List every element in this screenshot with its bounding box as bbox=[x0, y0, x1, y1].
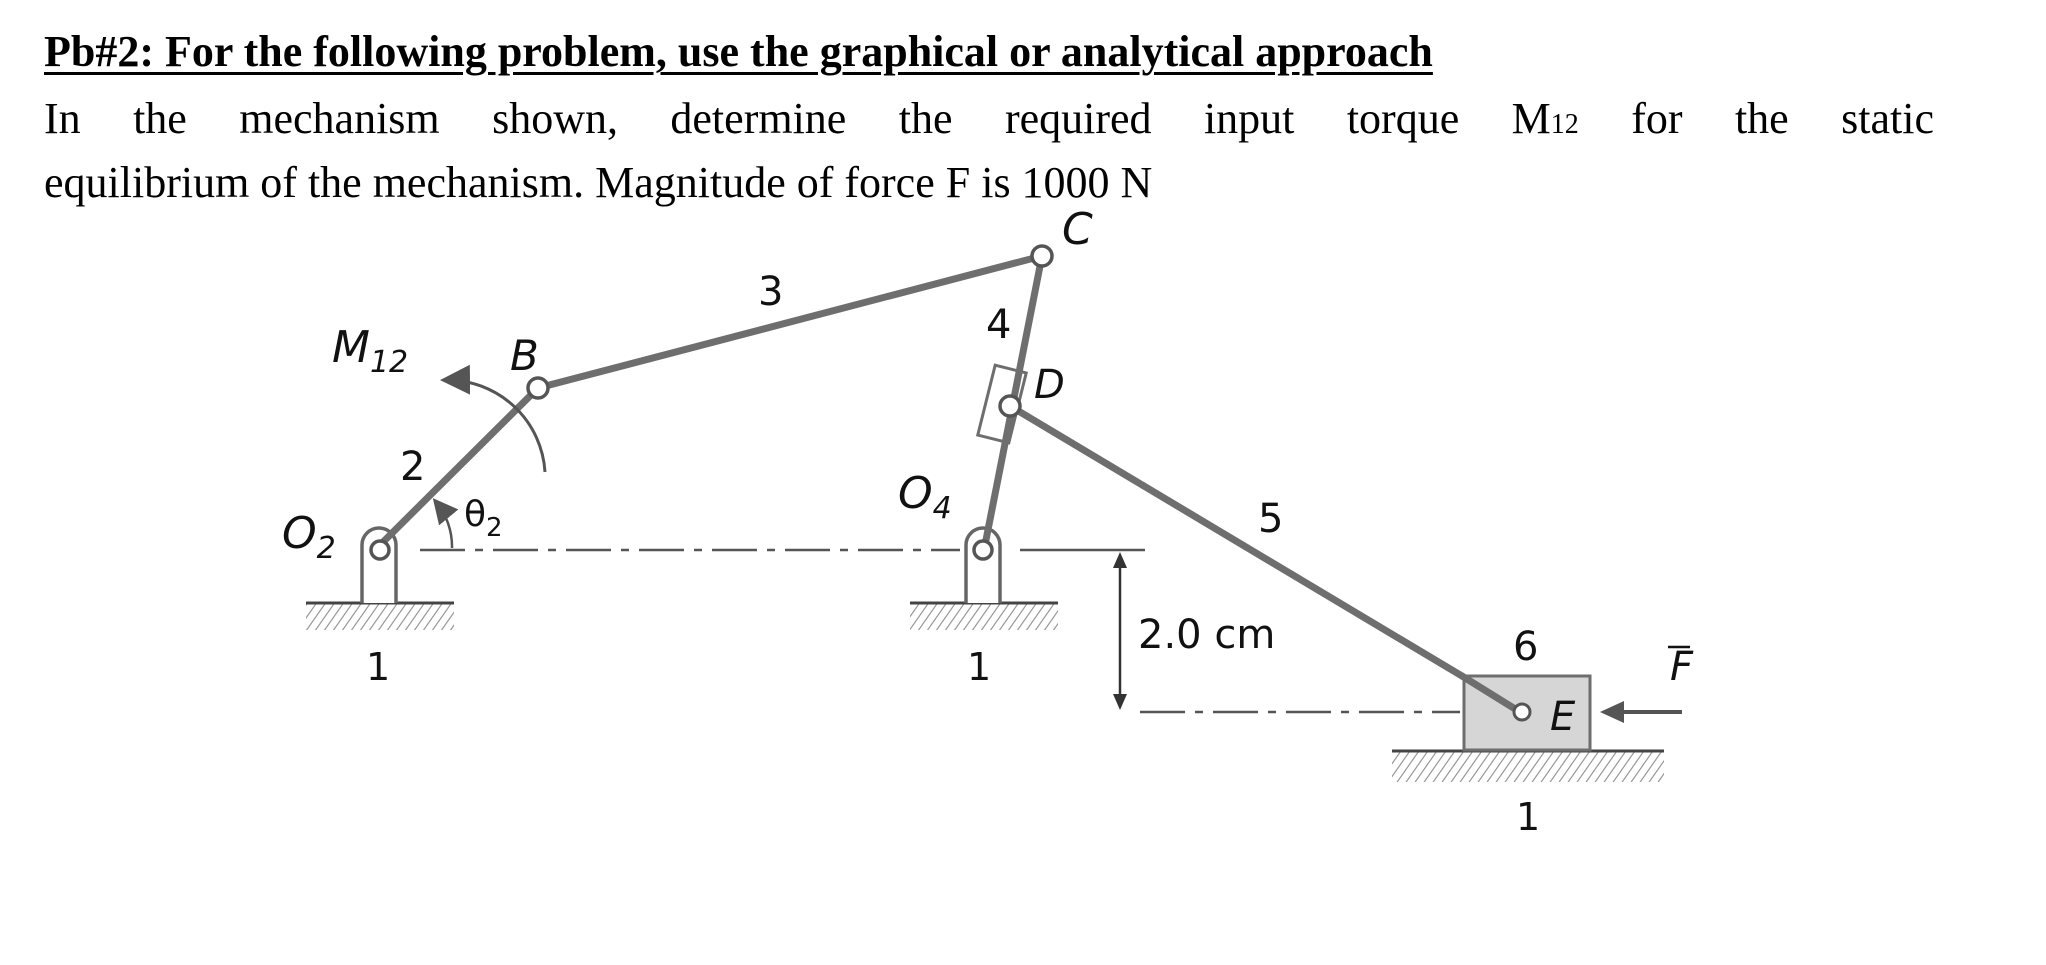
label-link-3: 3 bbox=[758, 269, 784, 315]
word: input bbox=[1203, 94, 1295, 143]
statement-line-2: equilibrium of the mechanism. Magnitude of force F is 1000 N bbox=[44, 158, 1153, 207]
label-F: F bbox=[1670, 644, 1694, 690]
label-B: B bbox=[510, 331, 539, 380]
ground-support-right bbox=[1392, 751, 1664, 782]
force-arrow bbox=[1600, 701, 1682, 723]
label-theta2: $\theta_2$ bbox=[464, 494, 503, 543]
label-O2: $O_2$ bbox=[282, 508, 336, 566]
word: In bbox=[44, 94, 81, 143]
word: shown, bbox=[492, 94, 618, 143]
word: the bbox=[133, 94, 187, 143]
theta2-arc bbox=[436, 502, 452, 548]
dimension-2cm bbox=[1113, 552, 1127, 710]
label-link-4: 4 bbox=[986, 302, 1012, 348]
label-ground-right: 1 bbox=[1516, 795, 1541, 839]
label-dimension: 2.0 cm bbox=[1138, 612, 1276, 658]
label-O4: $O_4$ bbox=[898, 468, 952, 526]
link-3 bbox=[538, 256, 1042, 388]
label-M12: $M_{12}$ bbox=[332, 322, 409, 380]
joint-B bbox=[528, 378, 548, 398]
label-C: C bbox=[1062, 204, 1093, 255]
word: mechanism bbox=[239, 94, 440, 143]
word: required bbox=[1004, 94, 1152, 143]
problem-heading: Pb#2: For the following problem, use the graphical or analytical approach bbox=[44, 27, 1433, 76]
label-link-6: 6 bbox=[1513, 624, 1539, 670]
word: static bbox=[1841, 94, 1934, 143]
label-D: D bbox=[1034, 362, 1065, 408]
label-E: E bbox=[1550, 694, 1576, 740]
label-link-2: 2 bbox=[400, 444, 426, 490]
torque-letter: M bbox=[1511, 94, 1551, 143]
label-link-5: 5 bbox=[1258, 496, 1284, 542]
label-ground-middle: 1 bbox=[967, 645, 992, 689]
word: the bbox=[898, 94, 953, 143]
joint-O2 bbox=[371, 541, 389, 559]
joint-C bbox=[1032, 246, 1052, 266]
joint-D bbox=[1000, 396, 1020, 416]
joint-O4 bbox=[974, 541, 992, 559]
word: the bbox=[1734, 94, 1789, 143]
word: determine bbox=[670, 94, 847, 143]
joint-E bbox=[1514, 704, 1530, 720]
torque-subscript: 12 bbox=[1550, 109, 1579, 140]
word: torque bbox=[1346, 94, 1460, 143]
word: for bbox=[1631, 94, 1683, 143]
label-ground-left: 1 bbox=[366, 645, 391, 689]
